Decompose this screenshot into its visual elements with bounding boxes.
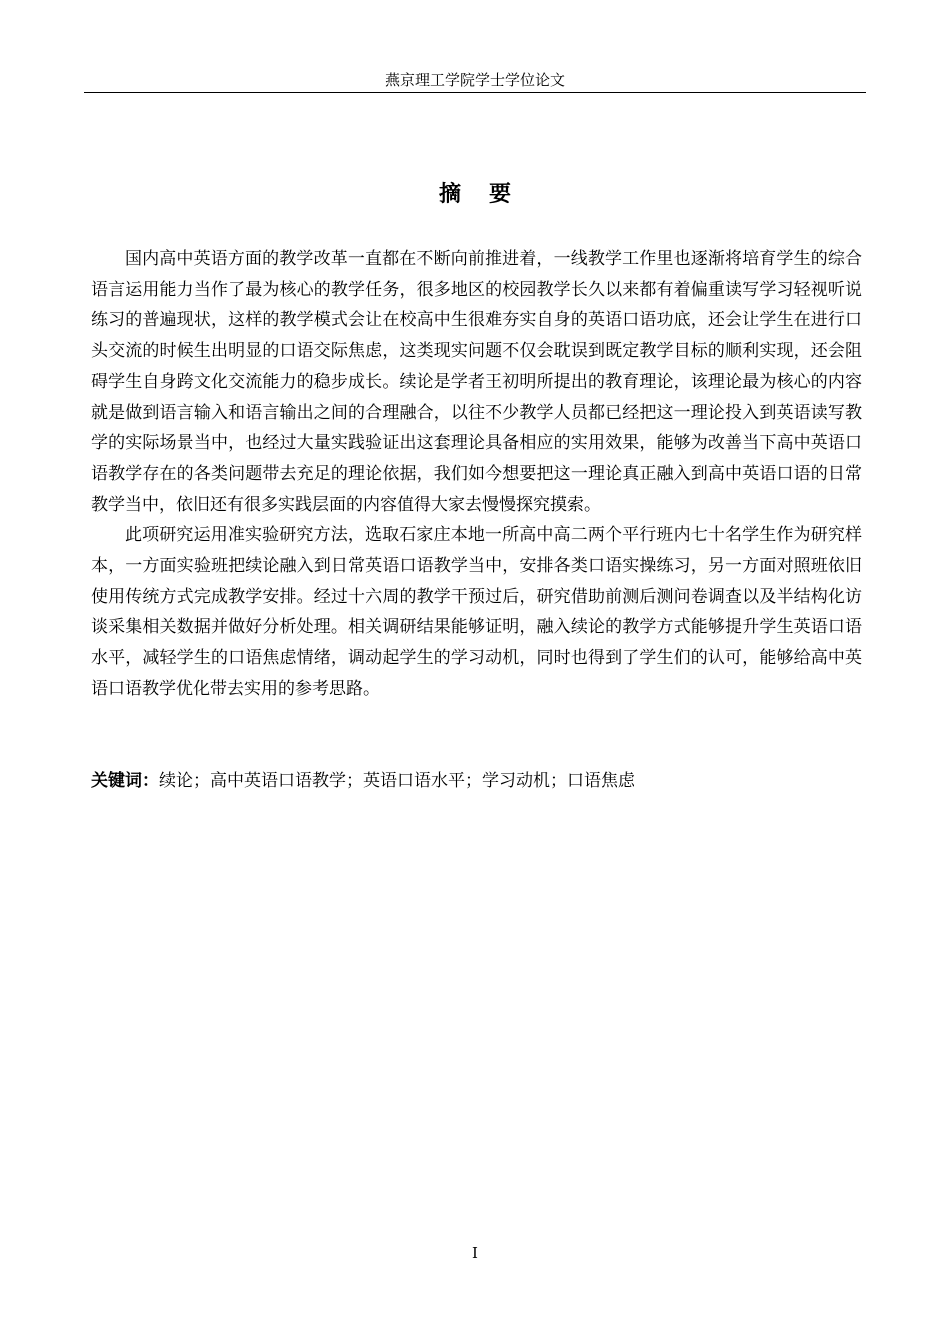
page-number: I [472,1244,478,1262]
abstract-paragraph-2: 此项研究运用准实验研究方法，选取石家庄本地一所高中高二两个平行班内七十名学生作为研究样本，一方面实验班把续论融入到日常英语口语教学当中，安排各类口语实操练习，另一方面对照班依旧使用传统方式完成教学安排。经过十六周的教学干预过后，研究借助前测后测问卷调查以及半结构化访谈采集相关数据并做好分析处理。相关调研结果能够证明，融入续论的教学方式能够提升学生英语口语水平，减轻学生的口语焦虑情绪，调动起学生的学习动机，同时也得到了学生们的认可，能够给高中英语口语教学优化带去实用的参考思路。 [91,525,862,699]
abstract-title-char-2: 要 [489,182,512,207]
keywords-label: 关键词： [91,771,159,791]
running-header [84,70,866,93]
abstract-title [0,180,950,210]
keywords-line [91,766,862,796]
abstract-title-char-1: 摘 [438,182,461,207]
keywords-text: 续论；高中英语口语教学；英语口语水平；学习动机；口语焦虑 [159,771,635,791]
abstract-paragraph-1: 国内高中英语方面的教学改革一直都在不断向前推进着，一线教学工作里也逐渐将培育学生的综合语言运用能力当作了最为核心的教学任务，很多地区的校园教学长久以来都有着偏重读写学习轻视听说练习的普遍现状，这样的教学模式会让在校高中生很难夯实自身的英语口语功底，还会让学生在进行口头交流的时候生出明显的口语交际焦虑，这类现实问题不仅会耽误到既定教学目标的顺利实现，还会阻碍学生自身跨文化交流能力的稳步成长。续论是学者王初明所提出的教育理论，该理论最为核心的内容就是做到语言输入和语言输出之间的合理融合，以往不少教学人员都已经把这一理论投入到英语读写教学的实际场景当中，也经过大量实践验证出这套理论具备相应的实用效果，能够为改善当下高中英语口语教学存在的各类问题带去充足的理论依据，我们如今想要把这一理论真正融入到高中英语口语的日常教学当中，依旧还有很多实践层面的内容值得大家去慢慢探究摸索。 [91,249,862,515]
abstract-body [91,244,862,705]
running-header-title: 燕京理工学院学士学位论文 [384,71,565,89]
